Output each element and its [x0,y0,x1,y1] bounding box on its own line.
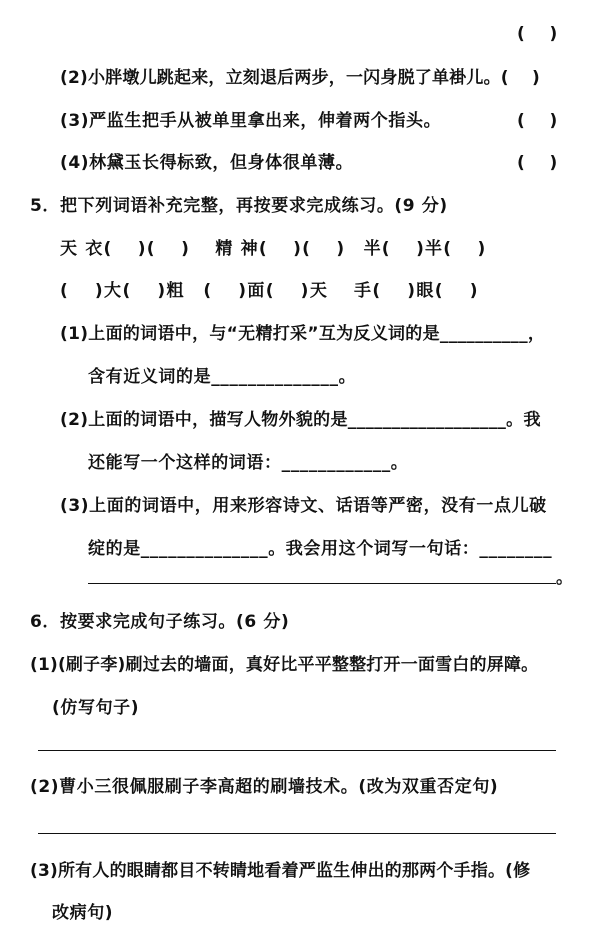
q4-top-paren: ( ) [517,24,558,44]
q4-item-2: (2)小胖墩儿跳起来，立刻退后两步，一闪身脱了单褂儿。( ) [60,68,541,88]
q5-words-row-2: ( )大( )粗 ( )面( )天 手( )眼( ) [60,281,479,301]
q5-sub3-answer-line [88,583,556,584]
q6-item-2-answer-line [38,833,556,834]
q6-item-1-answer-line [38,750,556,751]
q6-item-1-line1: (1)(刷子李)刷过去的墙面，真好比平平整整打开一面雪白的屏障。 [30,655,539,675]
q4-item-4-paren: ( ) [517,153,558,173]
q5-sub3-line2: 绽的是______________。我会用这个词写一句话：________ [88,539,553,559]
q5-sub3-line1: (3)上面的词语中，用来形容诗文、话语等严密，没有一点儿破 [60,496,547,516]
q5-sub1-line2: 含有近义词的是______________。 [88,367,357,387]
q4-item-3-paren: ( ) [517,111,558,131]
q5-sub3-line3-period: 。 [556,568,574,588]
q5-words-row-1: 天 衣( )( ) 精 神( )( ) 半( )半( ) [60,239,487,259]
q5-sub2-line1: (2)上面的词语中，描写人物外貌的是__________________。我 [60,410,541,430]
q5-sub1-line1: (1)上面的词语中，与“无精打采”互为反义词的是__________， [60,324,546,344]
q5-sub2-line2: 还能写一个这样的词语：____________。 [88,453,409,473]
q6-item-2: (2)曹小三很佩服刷子李高超的刷墙技术。(改为双重否定句) [30,777,499,797]
q6-item-3-line2: 改病句) [52,903,114,923]
q6-item-3-line1: (3)所有人的眼睛都目不转睛地看着严监生伸出的那两个手指。(修 [30,861,531,881]
q5-heading: 5．把下列词语补充完整，再按要求完成练习。(9 分) [30,196,448,216]
q4-item-3: (3)严监生把手从被单里拿出来，伸着两个指头。 [60,111,442,131]
q6-item-1-line2: (仿写句子) [52,698,140,718]
q4-item-4: (4)林黛玉长得标致，但身体很单薄。 [60,153,354,173]
q6-heading: 6．按要求完成句子练习。(6 分) [30,612,290,632]
